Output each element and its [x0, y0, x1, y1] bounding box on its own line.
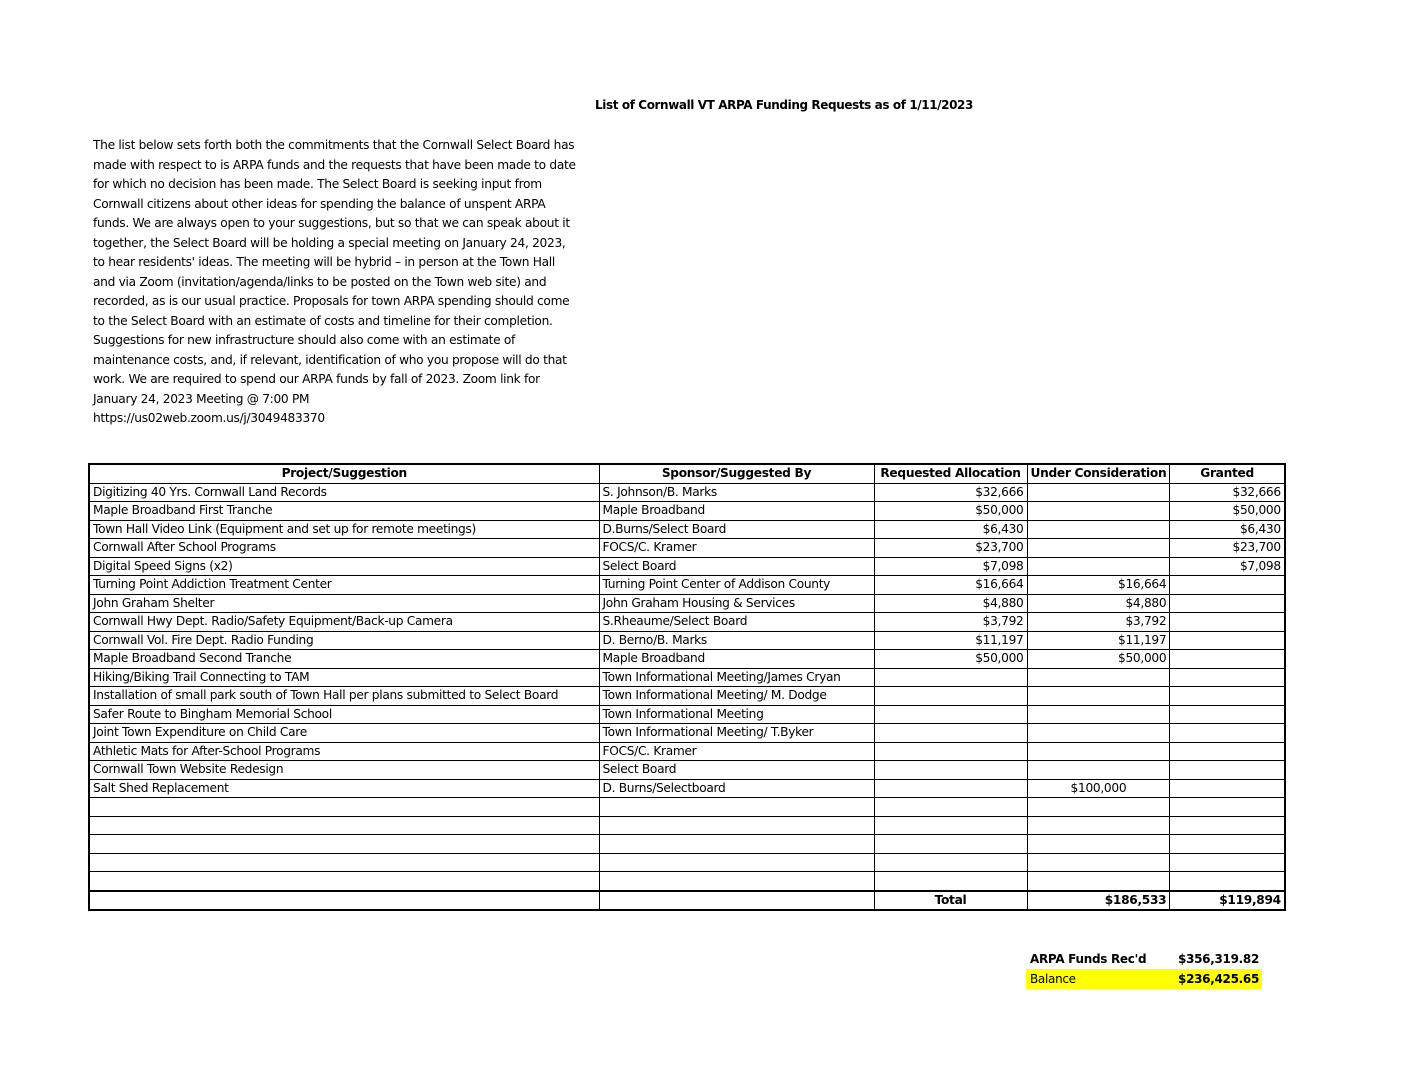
under-consideration-cell [1027, 687, 1170, 706]
table-row [89, 705, 1285, 724]
sponsor-cell: Turning Point Center of Addison County [599, 576, 874, 595]
under-consideration-cell [1027, 557, 1170, 576]
total-label: Total [874, 891, 1027, 911]
table-row [89, 853, 1285, 872]
under-consideration-cell [1027, 872, 1170, 891]
under-consideration-cell: $16,664 [1027, 576, 1170, 595]
granted-cell [1170, 816, 1285, 835]
table-row [89, 816, 1285, 835]
table-row [89, 520, 1285, 539]
intro-paragraph [93, 136, 608, 429]
requested-cell [874, 779, 1027, 798]
granted-cell [1170, 631, 1285, 650]
funding-table [88, 463, 1286, 911]
under-consideration-cell [1027, 853, 1170, 872]
funds-received-label: ARPA Funds Rec'd [1030, 952, 1147, 966]
granted-cell: $7,098 [1170, 557, 1285, 576]
balance-row [1026, 969, 1262, 989]
table-row [89, 798, 1285, 817]
table-row [89, 557, 1285, 576]
intro-line: and via Zoom (invitation/agenda/links to be posted on the Town web site) and [93, 274, 547, 289]
under-consideration-cell [1027, 502, 1170, 521]
granted-cell [1170, 613, 1285, 632]
table-row [89, 502, 1285, 521]
intro-line: Suggestions for new infrastructure should also come with an estimate of [93, 333, 516, 347]
project-cell: Hiking/Biking Trail Connecting to TAM [89, 668, 599, 687]
sponsor-cell: S.Rheaume/Select Board [599, 613, 874, 632]
granted-cell: $23,700 [1170, 539, 1285, 558]
project-cell [89, 872, 599, 891]
requested-cell: $11,197 [874, 631, 1027, 650]
requested-cell: $16,664 [874, 576, 1027, 595]
granted-cell: $32,666 [1170, 483, 1285, 502]
total-granted: $119,894 [1170, 891, 1285, 911]
under-consideration-cell [1027, 483, 1170, 502]
funds-received-value: $356,319.82 [1178, 952, 1259, 966]
under-consideration-cell: $11,197 [1027, 631, 1170, 650]
requested-cell: $4,880 [874, 594, 1027, 613]
project-cell [89, 835, 599, 854]
under-consideration-cell: $3,792 [1027, 613, 1170, 632]
total-row [89, 891, 1285, 911]
project-cell: Turning Point Addiction Treatment Center [89, 576, 599, 595]
sponsor-cell: Maple Broadband [599, 650, 874, 669]
funds-received-row [1026, 949, 1262, 969]
table-row [89, 835, 1285, 854]
table-row [89, 539, 1285, 558]
requested-cell [874, 724, 1027, 743]
granted-cell [1170, 724, 1285, 743]
table-row [89, 687, 1285, 706]
requested-cell: $50,000 [874, 650, 1027, 669]
header-sponsor: Sponsor/Suggested By [599, 464, 874, 483]
intro-line: recorded, as is our usual practice. Proposals for town ARPA spending should come [93, 294, 570, 308]
project-cell: Town Hall Video Link (Equipment and set up for remote meetings) [89, 520, 599, 539]
table-row [89, 576, 1285, 595]
granted-cell: $50,000 [1170, 502, 1285, 521]
sponsor-cell: S. Johnson/B. Marks [599, 483, 874, 502]
total-spacer [89, 891, 599, 911]
total-spacer [599, 891, 874, 911]
requested-cell: $6,430 [874, 520, 1027, 539]
balance-label: Balance [1030, 972, 1076, 986]
table-row [89, 483, 1285, 502]
sponsor-cell: FOCS/C. Kramer [599, 539, 874, 558]
granted-cell [1170, 576, 1285, 595]
table-row [89, 594, 1285, 613]
sponsor-cell: John Graham Housing & Services [599, 594, 874, 613]
requested-cell: $3,792 [874, 613, 1027, 632]
table-header-row [89, 464, 1285, 483]
sponsor-cell [599, 872, 874, 891]
intro-line: for which no decision has been made. The Select Board is seeking input from [93, 177, 542, 191]
table-row [89, 872, 1285, 891]
intro-line: funds. We are always open to your suggestions, but so that we can speak about it [93, 216, 570, 230]
intro-line: maintenance costs, and, if relevant, identification of who you propose will do that [93, 352, 567, 367]
sponsor-cell: Town Informational Meeting/ M. Dodge [599, 687, 874, 706]
project-cell: Cornwall Town Website Redesign [89, 761, 599, 780]
granted-cell [1170, 705, 1285, 724]
sponsor-cell: Select Board [599, 761, 874, 780]
project-cell: Cornwall Vol. Fire Dept. Radio Funding [89, 631, 599, 650]
requested-cell [874, 798, 1027, 817]
header-project: Project/Suggestion [89, 464, 599, 483]
intro-line: Cornwall citizens about other ideas for spending the balance of unspent ARPA [93, 196, 546, 211]
under-consideration-cell [1027, 742, 1170, 761]
sponsor-cell: Select Board [599, 557, 874, 576]
balance-value: $236,425.65 [1178, 972, 1259, 986]
header-requested: Requested Allocation [874, 464, 1027, 483]
header-granted: Granted [1170, 464, 1285, 483]
table-row [89, 742, 1285, 761]
requested-cell [874, 761, 1027, 780]
sponsor-cell: D. Berno/B. Marks [599, 631, 874, 650]
granted-cell [1170, 853, 1285, 872]
granted-cell [1170, 761, 1285, 780]
project-cell: Cornwall Hwy Dept. Radio/Safety Equipment/Back-up Camera [89, 613, 599, 632]
table-row [89, 631, 1285, 650]
table-row [89, 668, 1285, 687]
requested-cell [874, 668, 1027, 687]
intro-line: together, the Select Board will be holding a special meeting on January 24, 2023, [93, 235, 566, 250]
project-cell: Maple Broadband Second Tranche [89, 650, 599, 669]
granted-cell [1170, 687, 1285, 706]
requested-cell [874, 816, 1027, 835]
table-row [89, 761, 1285, 780]
project-cell: John Graham Shelter [89, 594, 599, 613]
granted-cell [1170, 779, 1285, 798]
sponsor-cell: Town Informational Meeting [599, 705, 874, 724]
granted-cell [1170, 668, 1285, 687]
under-consideration-cell: $50,000 [1027, 650, 1170, 669]
project-cell: Joint Town Expenditure on Child Care [89, 724, 599, 743]
sponsor-cell: Town Informational Meeting/James Cryan [599, 668, 874, 687]
requested-cell [874, 853, 1027, 872]
sponsor-cell: D.Burns/Select Board [599, 520, 874, 539]
sponsor-cell: D. Burns/Selectboard [599, 779, 874, 798]
project-cell: Digitizing 40 Yrs. Cornwall Land Records [89, 483, 599, 502]
intro-line: The list below sets forth both the commitments that the Cornwall Select Board has [93, 138, 575, 152]
header-under-consideration: Under Consideration [1027, 464, 1170, 483]
requested-cell: $32,666 [874, 483, 1027, 502]
intro-line: work. We are required to spend our ARPA funds by fall of 2023. Zoom link for [93, 372, 540, 386]
granted-cell: $6,430 [1170, 520, 1285, 539]
project-cell: Digital Speed Signs (x2) [89, 557, 599, 576]
sponsor-cell [599, 853, 874, 872]
granted-cell [1170, 742, 1285, 761]
requested-cell: $50,000 [874, 502, 1027, 521]
requested-cell: $23,700 [874, 539, 1027, 558]
funds-summary [1026, 949, 1262, 989]
intro-line: made with respect to is ARPA funds and the requests that have been made to date [93, 157, 576, 172]
table-row [89, 650, 1285, 669]
project-cell [89, 816, 599, 835]
project-cell: Cornwall After School Programs [89, 539, 599, 558]
table-row [89, 613, 1285, 632]
requested-cell [874, 687, 1027, 706]
requested-cell [874, 872, 1027, 891]
intro-line: January 24, 2023 Meeting @ 7:00 PM [93, 391, 310, 406]
table-row [89, 724, 1285, 743]
granted-cell [1170, 650, 1285, 669]
under-consideration-cell [1027, 539, 1170, 558]
project-cell: Athletic Mats for After-School Programs [89, 742, 599, 761]
under-consideration-cell: $4,880 [1027, 594, 1170, 613]
requested-cell [874, 705, 1027, 724]
under-consideration-cell [1027, 798, 1170, 817]
sponsor-cell: Town Informational Meeting/ T.Byker [599, 724, 874, 743]
under-consideration-cell [1027, 705, 1170, 724]
sponsor-cell: FOCS/C. Kramer [599, 742, 874, 761]
granted-cell [1170, 594, 1285, 613]
under-consideration-cell [1027, 520, 1170, 539]
intro-line: to hear residents' ideas. The meeting will be hybrid – in person at the Town Hall [93, 255, 555, 269]
granted-cell [1170, 872, 1285, 891]
under-consideration-cell: $100,000 [1027, 779, 1170, 798]
sponsor-cell [599, 816, 874, 835]
project-cell: Maple Broadband First Tranche [89, 502, 599, 521]
intro-line: to the Select Board with an estimate of costs and timeline for their completion. [93, 313, 553, 328]
project-cell [89, 853, 599, 872]
under-consideration-cell [1027, 724, 1170, 743]
requested-cell [874, 742, 1027, 761]
sponsor-cell [599, 835, 874, 854]
granted-cell [1170, 798, 1285, 817]
total-under-consideration: $186,533 [1027, 891, 1170, 911]
project-cell [89, 798, 599, 817]
sponsor-cell [599, 798, 874, 817]
project-cell: Installation of small park south of Town Hall per plans submitted to Select Board [89, 687, 599, 706]
granted-cell [1170, 835, 1285, 854]
requested-cell [874, 835, 1027, 854]
table-row [89, 779, 1285, 798]
project-cell: Salt Shed Replacement [89, 779, 599, 798]
intro-line: https://us02web.zoom.us/j/3049483370 [93, 411, 325, 425]
under-consideration-cell [1027, 668, 1170, 687]
requested-cell: $7,098 [874, 557, 1027, 576]
under-consideration-cell [1027, 835, 1170, 854]
under-consideration-cell [1027, 816, 1170, 835]
under-consideration-cell [1027, 761, 1170, 780]
sponsor-cell: Maple Broadband [599, 502, 874, 521]
page-title: List of Cornwall VT ARPA Funding Requests as of 1/11/2023 [595, 98, 973, 112]
project-cell: Safer Route to Bingham Memorial School [89, 705, 599, 724]
